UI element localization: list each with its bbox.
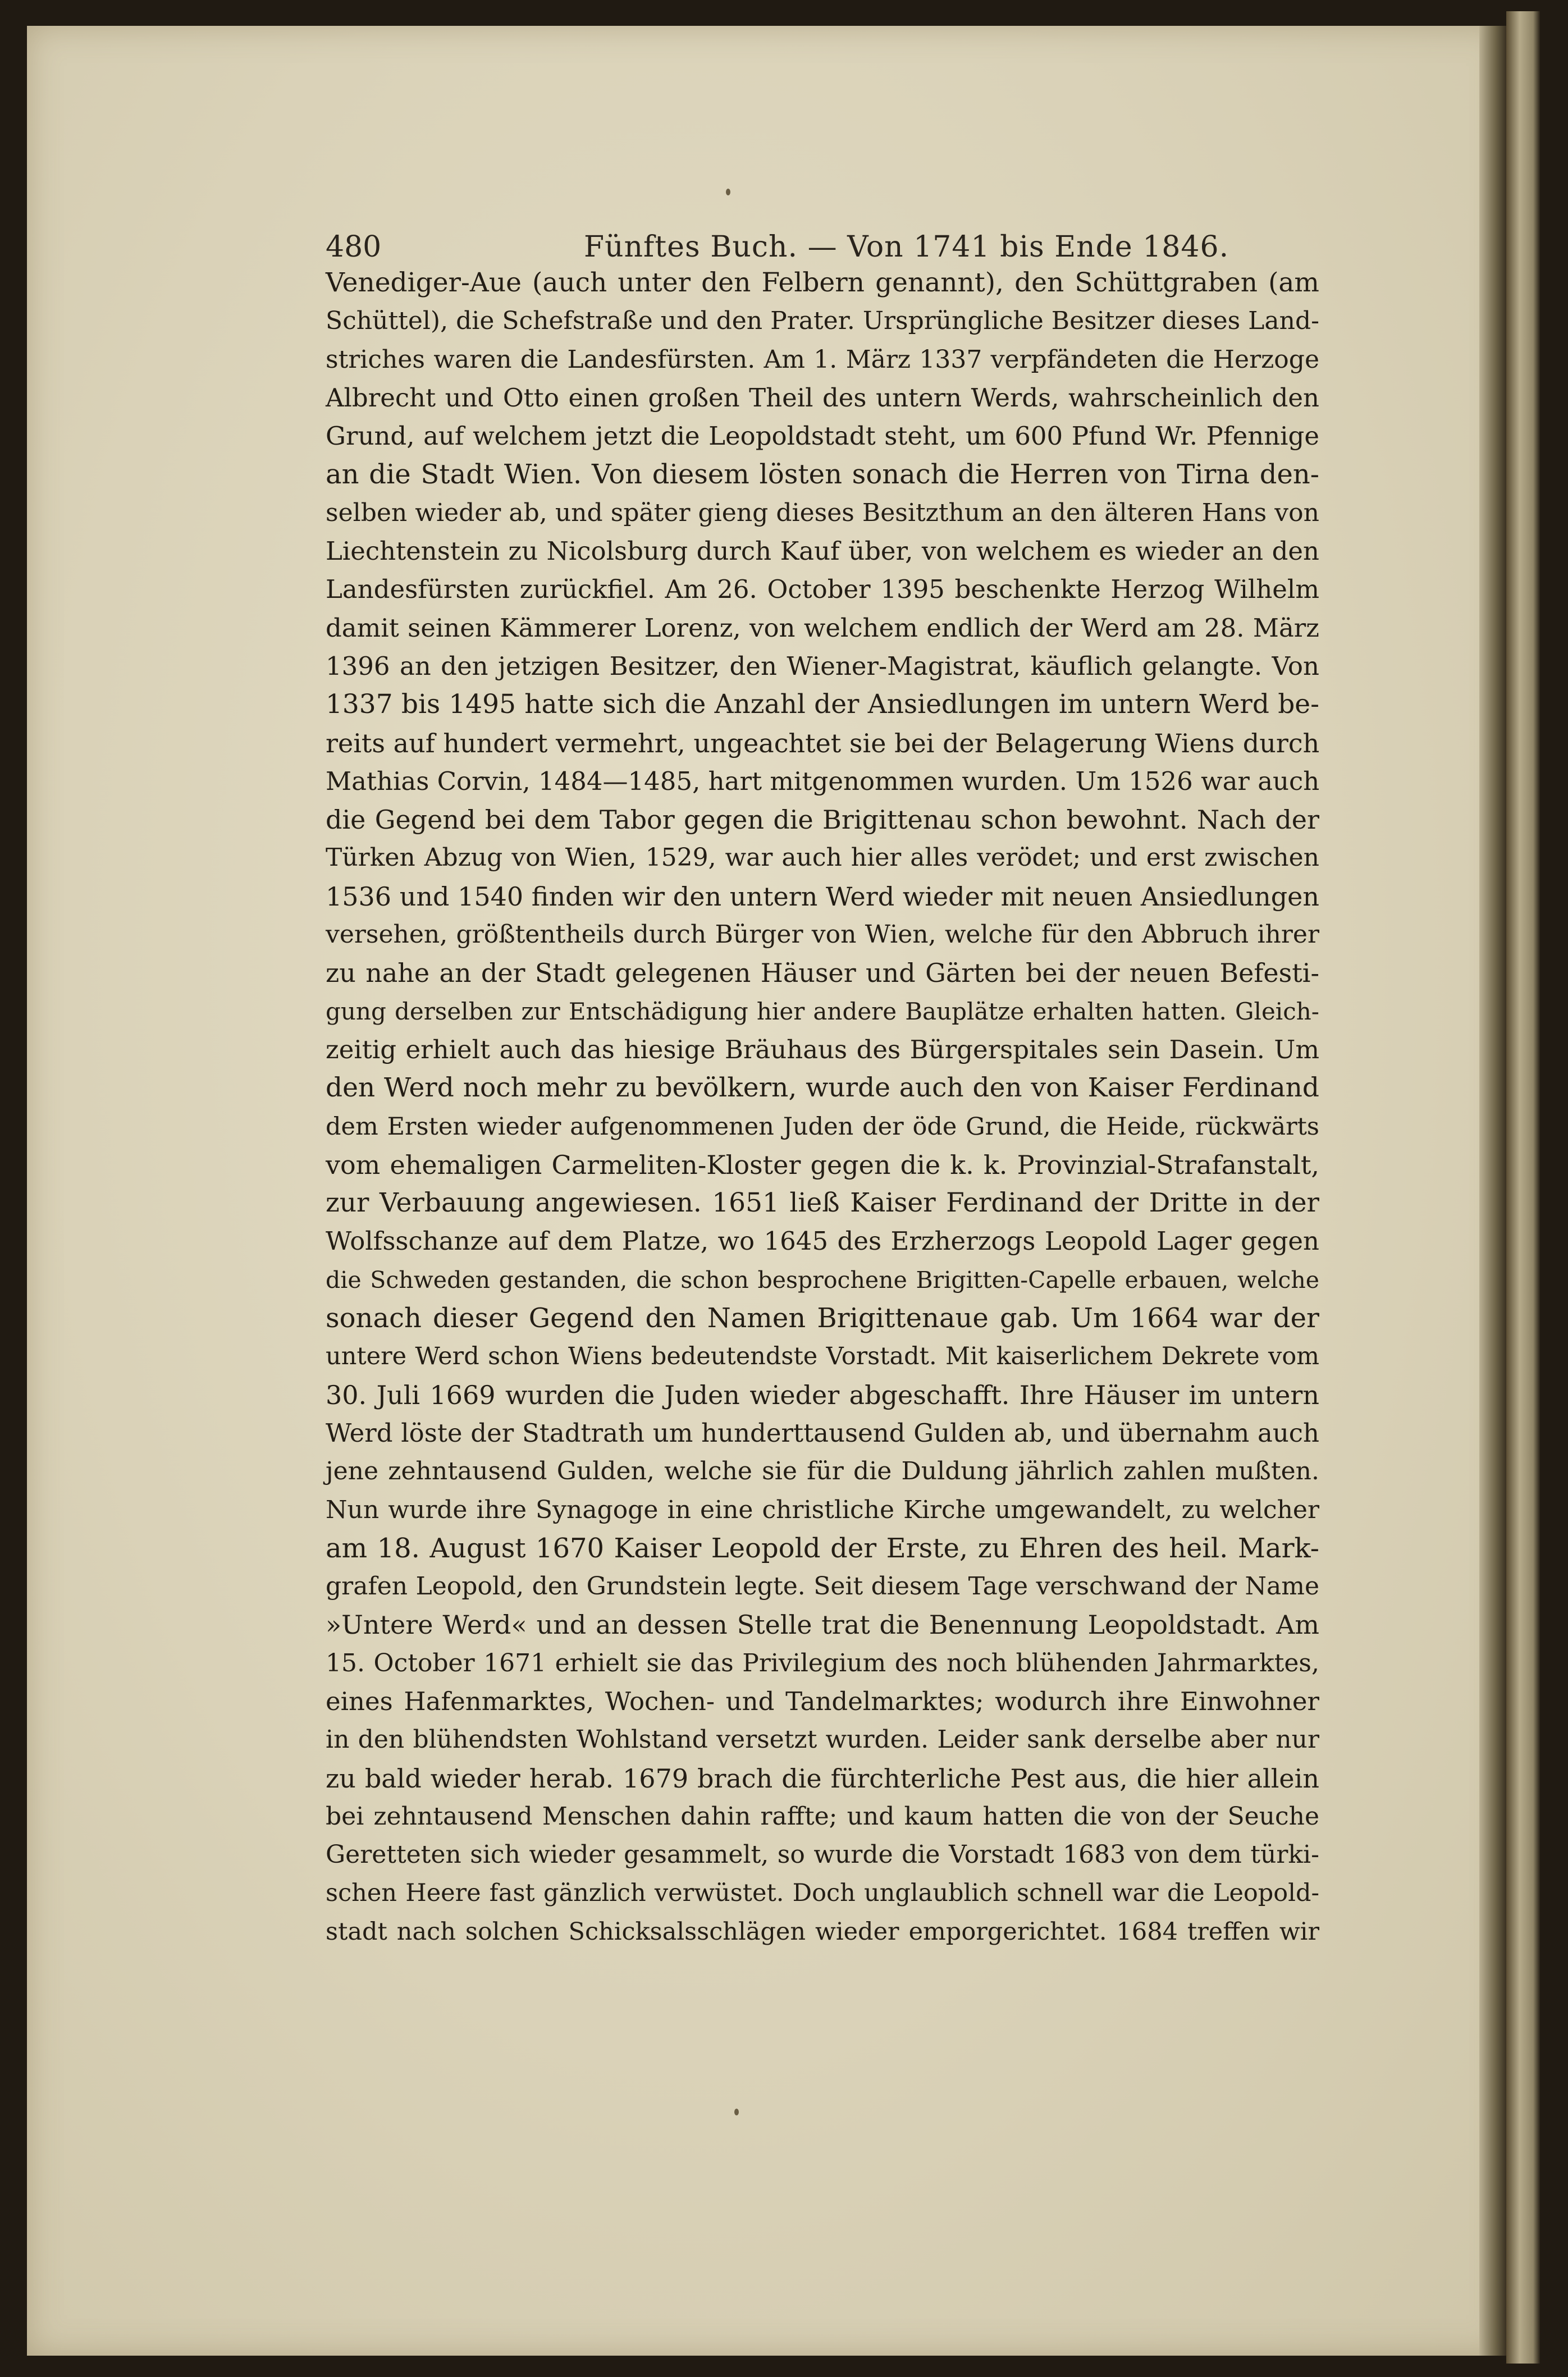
page-number: 480 (326, 230, 382, 264)
paper-speck (726, 189, 730, 195)
text-line: zu nahe an der Stadt gelegenen Häuser und Gärten bei der neuen Befesti- (326, 958, 1319, 989)
running-title: Fünftes Buch. — Von 1741 bis Ende 1846. (584, 230, 1229, 264)
text-line: vom ehemaligen Carmeliten-Kloster gegen die k. k. Provinzial-Strafanstalt, (326, 1149, 1319, 1180)
text-line: Liechtenstein zu Nicolsburg durch Kauf über, von welchem es wieder an den (326, 536, 1319, 566)
text-line: Landesfürsten zurückfiel. Am 26. October 1395 beschenkte Herzog Wilhelm (326, 574, 1319, 605)
text-line: jene zehntausend Gulden, welche sie für die Duldung jährlich zahlen mußten. (326, 1457, 1319, 1486)
text-line: 30. Juli 1669 wurden die Juden wieder abgeschafft. Ihre Häuser im untern (326, 1379, 1319, 1410)
text-line: Grund, auf welchem jetzt die Leopoldstadt steht, um 600 Pfund Wr. Pfennige (326, 421, 1319, 451)
text-line: am 18. August 1670 Kaiser Leopold der Erste, zu Ehren des heil. Mark- (326, 1532, 1319, 1564)
text-line: eines Hafenmarktes, Wochen- und Tandelmarktes; wodurch ihre Einwohner (326, 1686, 1319, 1716)
text-line: die Gegend bei dem Tabor gegen die Brigittenau schon bewohnt. Nach der (326, 804, 1319, 835)
text-line: Türken Abzug von Wien, 1529, war auch hier alles verödet; und erst zwischen (326, 843, 1319, 872)
text-line: sonach dieser Gegend den Namen Brigittenaue gab. Um 1664 war der (326, 1302, 1319, 1334)
text-line: damit seinen Kämmerer Lorenz, von welchem endlich der Werd am 28. März (326, 612, 1319, 643)
text-line: zeitig erhielt auch das hiesige Bräuhaus des Bürgerspitales sein Dasein. Um (326, 1034, 1319, 1064)
paper-speck (734, 2109, 739, 2115)
text-line: zu bald wieder herab. 1679 brach die fürchterliche Pest aus, die hier allein (326, 1763, 1319, 1794)
text-line: 1536 und 1540 finden wir den untern Werd wieder mit neuen Ansiedlungen (326, 881, 1319, 912)
text-line: 15. October 1671 erhielt sie das Privilegium des noch blühenden Jahrmarktes, (326, 1648, 1319, 1677)
text-line: stadt nach solchen Schicksalsschlägen wieder emporgerichtet. 1684 treffen wir (326, 1917, 1319, 1946)
text-line: zur Verbauung angewiesen. 1651 ließ Kaiser Ferdinand der Dritte in der (326, 1187, 1319, 1219)
text-line: grafen Leopold, den Grundstein legte. Seit diesem Tage verschwand der Name (326, 1572, 1319, 1601)
text-line: Wolfsschanze auf dem Platze, wo 1645 des Erzherzogs Leopold Lager gegen (326, 1226, 1319, 1256)
text-line: striches waren die Landesfürsten. Am 1. März 1337 verpfändeten die Herzoge (326, 345, 1319, 374)
text-line: schen Heere fast gänzlich verwüstet. Doch unglaublich schnell war die Leopold- (326, 1879, 1319, 1908)
text-line: Mathias Corvin, 1484—1485, hart mitgenommen wurden. Um 1526 war auch (326, 766, 1320, 796)
text-line: gung derselben zur Entschädigung hier andere Bauplätze erhalten hatten. Gleich- (326, 997, 1319, 1025)
text-line: an die Stadt Wien. Von diesem lösten sonach die Herren von Tirna den- (326, 459, 1319, 491)
text-line: in den blühendsten Wohlstand versetzt wurden. Leider sank derselbe aber nur (326, 1725, 1319, 1754)
text-line: untere Werd schon Wiens bedeutendste Vorstadt. Mit kaiserlichem Dekrete vom (326, 1342, 1319, 1371)
text-line: Nun wurde ihre Synagoge in eine christliche Kirche umgewandelt, zu welcher (326, 1495, 1319, 1524)
facing-page-edge (1506, 11, 1540, 2364)
text-line: versehen, größtentheils durch Bürger von Wien, welche für den Abbruch ihrer (326, 920, 1319, 949)
text-line: Geretteten sich wieder gesammelt, so wurde die Vorstadt 1683 von dem türki- (326, 1840, 1319, 1869)
text-line: Albrecht und Otto einen großen Theil des untern Werds, wahrscheinlich den (326, 382, 1319, 413)
text-line: reits auf hundert vermehrt, ungeachtet sie bei der Belagerung Wiens durch (326, 728, 1320, 758)
text-line: bei zehntausend Menschen dahin raffte; und kaum hatten die von der Seuche (326, 1802, 1319, 1831)
page-gutter (1479, 26, 1506, 2356)
text-line: dem Ersten wieder aufgenommenen Juden der öde Grund, die Heide, rückwärts (326, 1112, 1319, 1141)
text-line: den Werd noch mehr zu bevölkern, wurde auch den von Kaiser Ferdinand (326, 1072, 1319, 1104)
text-line: die Schweden gestanden, die schon besprochene Brigitten-Capelle erbauen, welche (326, 1266, 1319, 1293)
text-line: »Untere Werd« und an dessen Stelle trat die Benennung Leopoldstadt. Am (326, 1610, 1319, 1640)
text-line: 1396 an den jetzigen Besitzer, den Wiener-Magistrat, käuflich gelangte. Von (326, 651, 1319, 681)
text-line: Venediger-Aue (auch unter den Felbern genannt), den Schüttgraben (am (326, 267, 1319, 298)
text-line: Werd löste der Stadtrath um hunderttausend Gulden ab, und übernahm auch (326, 1418, 1319, 1448)
text-line: 1337 bis 1495 hatte sich die Anzahl der Ansiedlungen im untern Werd be- (326, 689, 1319, 720)
text-line: selben wieder ab, und später gieng dieses Besitzthum an den älteren Hans von (326, 498, 1319, 527)
text-line: Schüttel), die Schefstraße und den Prater. Ursprüngliche Besitzer dieses Land- (326, 307, 1319, 336)
body-text (326, 264, 1319, 1951)
